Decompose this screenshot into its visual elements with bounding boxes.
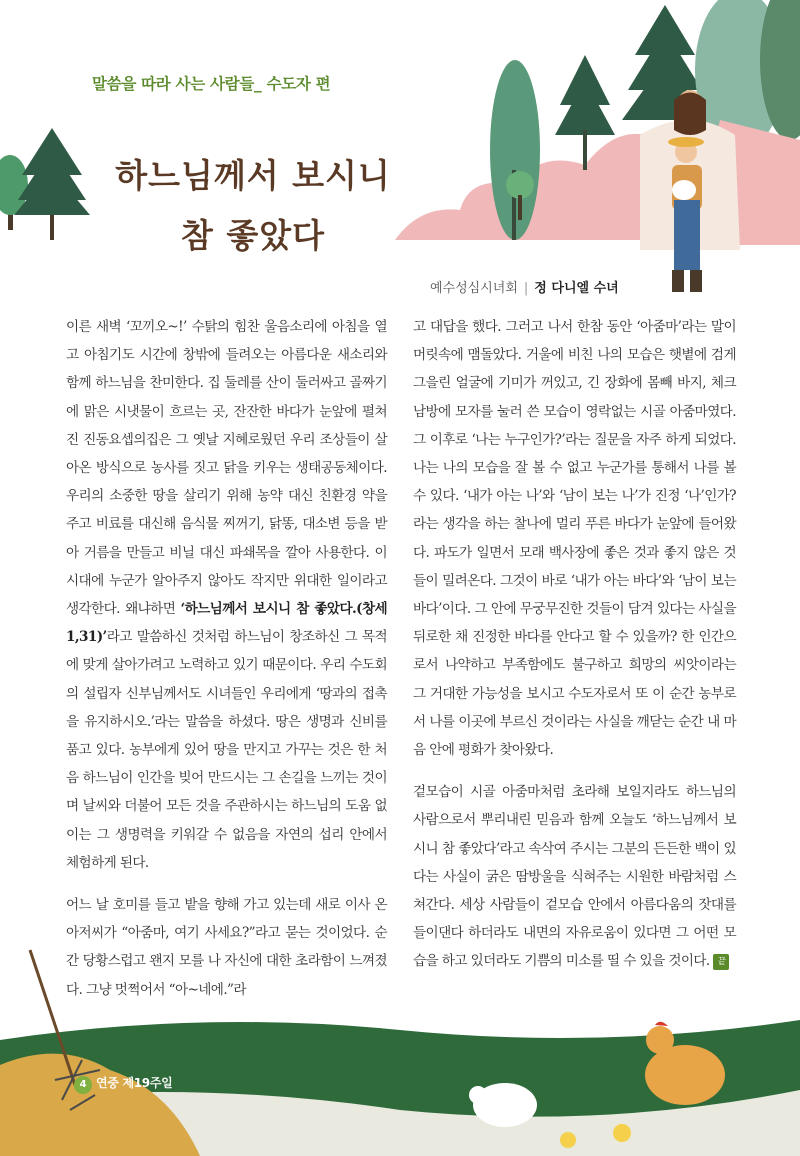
article-column-1: [66, 313, 387, 1004]
byline: [430, 277, 619, 296]
paragraph-text: 라고 말씀하신 것처럼 하느님이 창조하신 그 목적에 맞게 살아가려고 노력하고 있기 때문이다. 우리 수도회의 설립자 신부님께서도 시녀들인 우리에게 ‘땅과의 접촉을 유지하시오.’라는 말씀을 하셨다. 땅은 생명과 신비를 품고 있다. 농부에게 있어 땅을 만지고 가꾸는 것은 한 처음 하느님이 인간을 빚어 만드시는 그 손길을 느끼는 것이며 날씨와 더불어 모든 것을 주관하시는 하느님의 도움 없이는 그 생명력을 키워갈 수 없음을 자연의 섭리 안에서 체험하게 된다.: [66, 629, 387, 871]
paragraph: [413, 778, 736, 975]
paragraph: 고 대답을 했다. 그러고 나서 한참 동안 ‘아줌마’라는 말이 머릿속에 맴돌았다. 거울에 비친 나의 모습은 햇볕에 검게 그을린 얼굴에 기미가 꺼있고, 긴 장화에 몸빼 바지, 체크남방에 모자를 눌러 쓴 모습이 영락없는 시골 아줌마였다. 그 이후로 ‘나는 누구인가?’라는 질문을 자주 하게 되었다. 나는 나의 모습을 잘 볼 수 없고 누군가를 통해서 나를 볼 수 있다. ‘내가 아는 나’와 ‘남이 보는 나’가 진정 ‘나’인가? 라는 생각을 하는 찰나에 멀리 푸른 바다가 눈앞에 들어왔다. 파도가 일면서 모래 백사장에 좋은 것과 좋지 않은 것들이 밀려온다. 그것이 바로 ‘내가 아는 바다’와 ‘남이 보는 바다’이다. 그 안에 무궁무진한 것들이 담겨 있다는 사실을 뒤로한 채 진정한 바다를 안다고 할 수 있을까? 한 인간으로서 나약하고 부족함에도 불구하고 희망의 씨앗이라는 그 거대한 가능성을 보시고 수도자로서 또 이 순간 농부로서 나를 이곳에 부르신 것이라는 사실을 깨닫는 순간 내 마음 안에 평화가 찾아왔다.: [413, 319, 736, 759]
tree-left-icon: [0, 128, 90, 240]
tree-right-icon: [395, 0, 800, 245]
paragraph: 어느 날 호미를 들고 밭을 향해 가고 있는데 새로 이사 온 아저씨가 “아줌마, 여기 사세요?”라고 묻는 것이었다. 순간 당황스럽고 왠지 모를 나 자신에 대한 초라함이 느껴졌다. 그냥 멋쩍어서 “아~네에.”라: [66, 897, 387, 998]
page-number: 4: [74, 1076, 92, 1094]
article-column-2: [413, 313, 736, 976]
byline-author: 정 다니엘 수녀: [534, 281, 619, 296]
footer-label: 연중 제19주일: [96, 1076, 173, 1090]
paragraph: [66, 313, 387, 877]
page-title-line2: 참 좋았다: [180, 216, 325, 255]
page-footer: [74, 1074, 172, 1094]
page-title-line1: 하느님께서 보시니: [115, 156, 391, 195]
series-label: 말씀을 따라 사는 사람들_ 수도자 편: [92, 75, 331, 93]
byline-org: 예수성심시녀회: [430, 281, 518, 296]
paragraph-text: 이른 새벽 ‘꼬끼오~!’ 수탉의 힘찬 울음소리에 아침을 열고 아침기도 시간에 창밖에 들려오는 아름다운 새소리와 함께 하느님을 찬미한다. 집 둘레를 산이 둘러싸고 골짜기에 맑은 시냇물이 흐르는 곳, 잔잔한 바다가 눈앞에 펼쳐진 진동요셉의집은 그 옛날 지혜로웠던 우리 조상들이 살아온 방식으로 농사를 짓고 닭을 키우는 생태공동체이다. 우리의 소중한 땅을 살리기 위해 농약 대신 친환경 약을 주고 비료를 대신해 음식물 찌꺼기, 닭똥, 대소변 등을 받아 거름을 만들고 비닐 대신 파쇄목을 깔아 사용한다. 이 시대에 누군가 알아주지 않아도 작지만 위대한 일이라고 생각한다. 왜냐하면: [66, 319, 387, 618]
end-mark-icon: 끝: [713, 954, 729, 970]
scripture-quote: ‘하느님께서 보시니 참 좋았다.(창세 1,31)’: [66, 601, 388, 646]
paragraph-text: 겉모습이 시골 아줌마처럼 초라해 보일지라도 하느님의 사람으로서 뿌리내린 믿음과 함께 오늘도 ‘하느님께서 보시니 참 좋았다’라고 속삭여 주시는 그분의 든든한 백이 있다는 사실이 굵은 땀방울을 식혀주는 시원한 바람처럼 스쳐간다. 세상 사람들이 겉모습 안에서 아름다움의 잣대를 들이댄다 하더라도 내면의 자유로움이 있다면 그 어떤 모습을 하고 있더라도 기쁨의 미소를 띨 수 있을 것이다.: [413, 784, 736, 970]
byline-separator: |: [523, 281, 529, 296]
